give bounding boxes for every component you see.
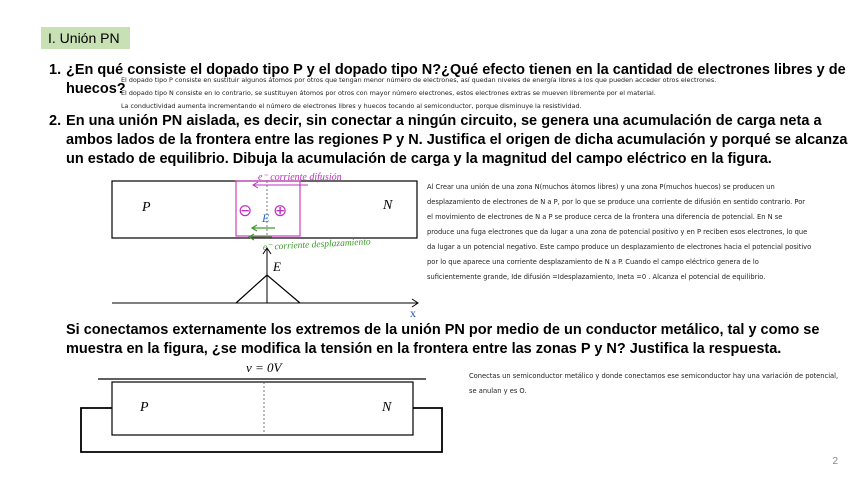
shorted-p-label: P bbox=[140, 400, 149, 415]
q2-number: 2. bbox=[49, 113, 62, 129]
q2-line1: En una unión PN aislada, es decir, sin conectar a ningún circuito, se genera una acumulación de carga neta a bbox=[66, 113, 822, 129]
q1-answer-line2: El dopado tipo N consiste en lo contrario, se sustituyen átomos por otros con mayor número electrones, estos electrones extras se mueven libremente por el material. bbox=[121, 89, 656, 97]
section-title: I. Unión PN bbox=[41, 27, 130, 49]
positive-charge: ⊕ bbox=[273, 201, 288, 220]
drift-label: e⁻ corriente desplazamiento bbox=[262, 237, 371, 253]
q2-answer-line7: suficientemente grande, Ide difusión =Idesplazamiento, Ineta =0 . Alcanza el potencial de equilibrio. bbox=[427, 273, 766, 281]
q2-answer-line6: por lo que aparece una corriente desplazamiento de N a P. Cuando el campo eléctrico genera de lo bbox=[427, 258, 759, 266]
pn-junction-figure bbox=[100, 168, 430, 318]
field-e-label: E bbox=[262, 211, 270, 225]
diffusion-label: e⁻ corriente difusión bbox=[258, 172, 342, 183]
q2-line2: ambos lados de la frontera entre las regiones P y N. Justifica el origen de dicha acumulación y porqué se alcanza bbox=[66, 132, 848, 148]
q1-answer-line3: La conductividad aumenta incrementando el número de electrones libres y huecos tocando al semiconductor, porque disminuye la resistividad. bbox=[121, 102, 582, 110]
q3-line1: Si conectamos externamente los extremos de la unión PN por medio de un conductor metálico, tal y como se bbox=[66, 322, 820, 338]
e-axis-label: E bbox=[273, 259, 281, 274]
q2-answer-line3: el movimiento de electrones de N a P se produce cerca de la frontera una diferencia de potencial. En N se bbox=[427, 213, 783, 221]
q2-answer-line5: da lugar a un potencial negativo. Este campo produce un desplazamiento de electrones hacia el potencial positivo bbox=[427, 243, 812, 251]
shorted-junction-figure bbox=[78, 358, 448, 458]
q3-answer-line1: Conectas un semiconductor metálico y donde conectamos ese semiconductor hay una variación de potencial, bbox=[469, 372, 839, 380]
shorted-block bbox=[112, 382, 413, 435]
junction-block bbox=[112, 181, 417, 238]
q2-answer-line1: Al Crear una unión de una zona N(muchos átomos libres) y una zona P(muchos huecos) se producen un bbox=[427, 183, 775, 191]
q2-answer-line4: produce una fuga electrones que da lugar a una zona de potencial positivo y en P reciben esos electrones, lo que bbox=[427, 228, 808, 236]
q1-answer-line1: El dopado tipo P consiste en sustituir algunos átomos por otros que tengan menor número de electrones, así quedan niveles de energía libres a los que pueden acceder otros electrones. bbox=[121, 76, 717, 84]
q1-number: 1. bbox=[49, 62, 62, 78]
n-label: N bbox=[383, 198, 393, 213]
q3-line2: muestra en la figura, ¿se modifica la tensión en la frontera entre las zonas P y N? Justifica la respuesta. bbox=[66, 341, 782, 357]
p-label: P bbox=[142, 200, 151, 215]
q3-answer-line2: se anulan y es O. bbox=[469, 387, 527, 395]
page-number: 2 bbox=[832, 456, 838, 467]
q2-line3: un estado de equilibrio. Dibuja la acumulación de carga y la magnitud del campo eléctrico en la figura. bbox=[66, 151, 772, 167]
q1-line1: ¿En qué consiste el dopado tipo P y el dopado tipo N?¿Qué efecto tienen en la cantidad de electrones libres y de bbox=[66, 62, 846, 78]
x-axis-label: x bbox=[410, 306, 416, 318]
field-profile bbox=[236, 275, 300, 303]
negative-charge: ⊖ bbox=[238, 201, 253, 220]
shorted-n-label: N bbox=[382, 400, 392, 415]
q2-answer-line2: desplazamiento de electrones de N a P, por lo que se produce una corriente de difusión en sentido contrario. Por bbox=[427, 198, 806, 206]
q1-line2: huecos? bbox=[66, 81, 126, 97]
voltage-label: v = 0V bbox=[246, 360, 282, 375]
